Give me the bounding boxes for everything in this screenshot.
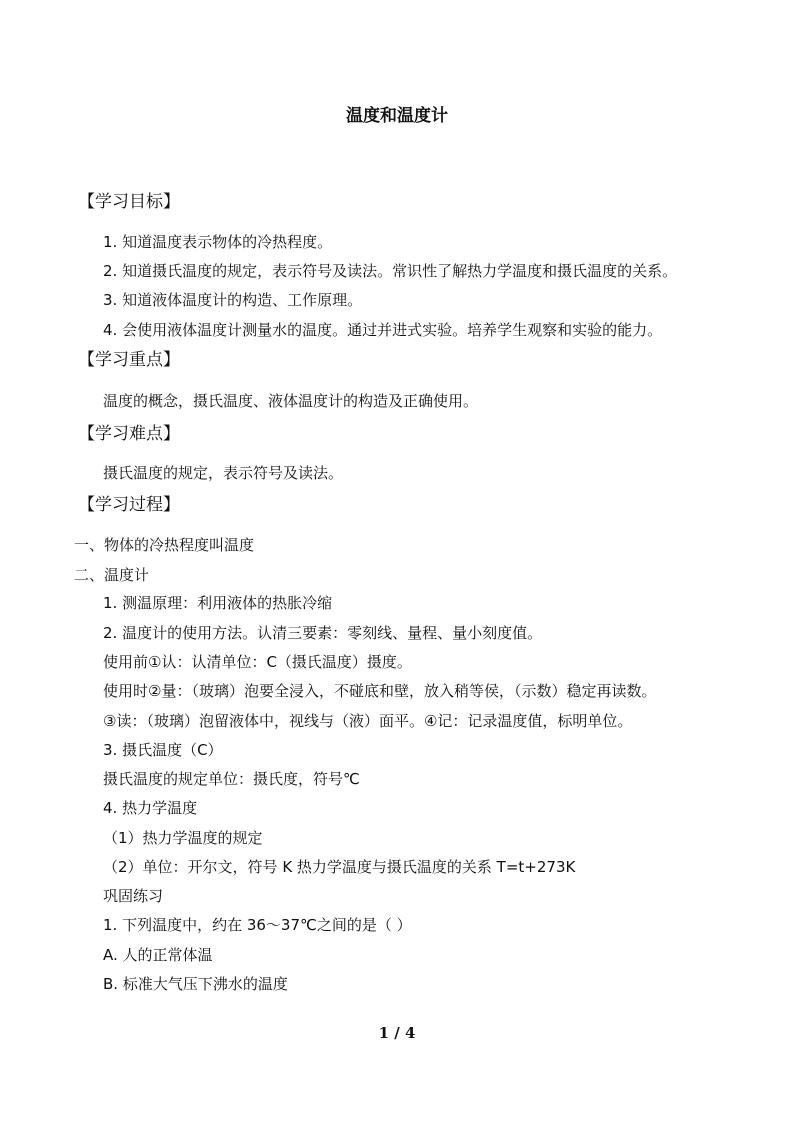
difficulties-text: 摄氏温度的规定，表示符号及读法。 bbox=[103, 464, 344, 482]
process-line: （1）热力学温度的规定 bbox=[103, 829, 263, 847]
process-line: ③读：（玻璃）泡留液体中，视线与（液）面平。④记：记录温度值，标明单位。 bbox=[103, 712, 633, 730]
page-number: 1 / 4 bbox=[378, 1024, 416, 1042]
objective-item: 1. 知道温度表示物体的冷热程度。 bbox=[103, 233, 333, 251]
process-line: 巩固练习 bbox=[103, 887, 164, 905]
process-line: B. 标准大气压下沸水的温度 bbox=[103, 975, 288, 993]
difficulties-heading: 【学习难点】 bbox=[78, 424, 180, 444]
key-points-text: 温度的概念，摄氏温度、液体温度计的构造及正确使用。 bbox=[103, 392, 479, 410]
process-line: 4. 热力学温度 bbox=[103, 799, 198, 817]
page-title: 温度和温度计 bbox=[346, 106, 448, 126]
process-line: 使用时②量：（玻璃）泡要全浸入，不碰底和壁，放入稍等侯，（示数）稳定再读数。 bbox=[103, 682, 657, 700]
process-line: 二、温度计 bbox=[74, 566, 150, 584]
process-line: 3. 摄氏温度（C） bbox=[103, 741, 223, 759]
process-line: 使用前①认：认清单位：C（摄氏温度）摄度。 bbox=[103, 653, 412, 671]
objective-item: 4. 会使用液体温度计测量水的温度。通过并进式实验。培养学生观察和实验的能力。 bbox=[103, 321, 663, 339]
process-line: 摄氏温度的规定单位：摄氏度，符号℃ bbox=[103, 770, 360, 788]
process-line: （2）单位：开尔文，符号 K 热力学温度与摄氏温度的关系 T=t+273K bbox=[103, 858, 576, 876]
process-line: 1. 测温原理：利用液体的热胀冷缩 bbox=[103, 594, 333, 612]
process-line: 1. 下列温度中，约在 36～37℃之间的是（ ） bbox=[103, 916, 412, 934]
key-points-heading: 【学习重点】 bbox=[78, 350, 180, 370]
process-heading: 【学习过程】 bbox=[78, 495, 180, 515]
objectives-heading: 【学习目标】 bbox=[78, 192, 180, 212]
process-line: 一、物体的冷热程度叫温度 bbox=[74, 536, 255, 554]
objective-item: 3. 知道液体温度计的构造、工作原理。 bbox=[103, 291, 363, 309]
objective-item: 2. 知道摄氏温度的规定，表示符号及读法。常识性了解热力学温度和摄氏温度的关系。 bbox=[103, 262, 678, 280]
process-line: 2. 温度计的使用方法。认清三要素：零刻线、量程、量小刻度值。 bbox=[103, 624, 543, 642]
process-line: A. 人的正常体温 bbox=[103, 946, 213, 964]
